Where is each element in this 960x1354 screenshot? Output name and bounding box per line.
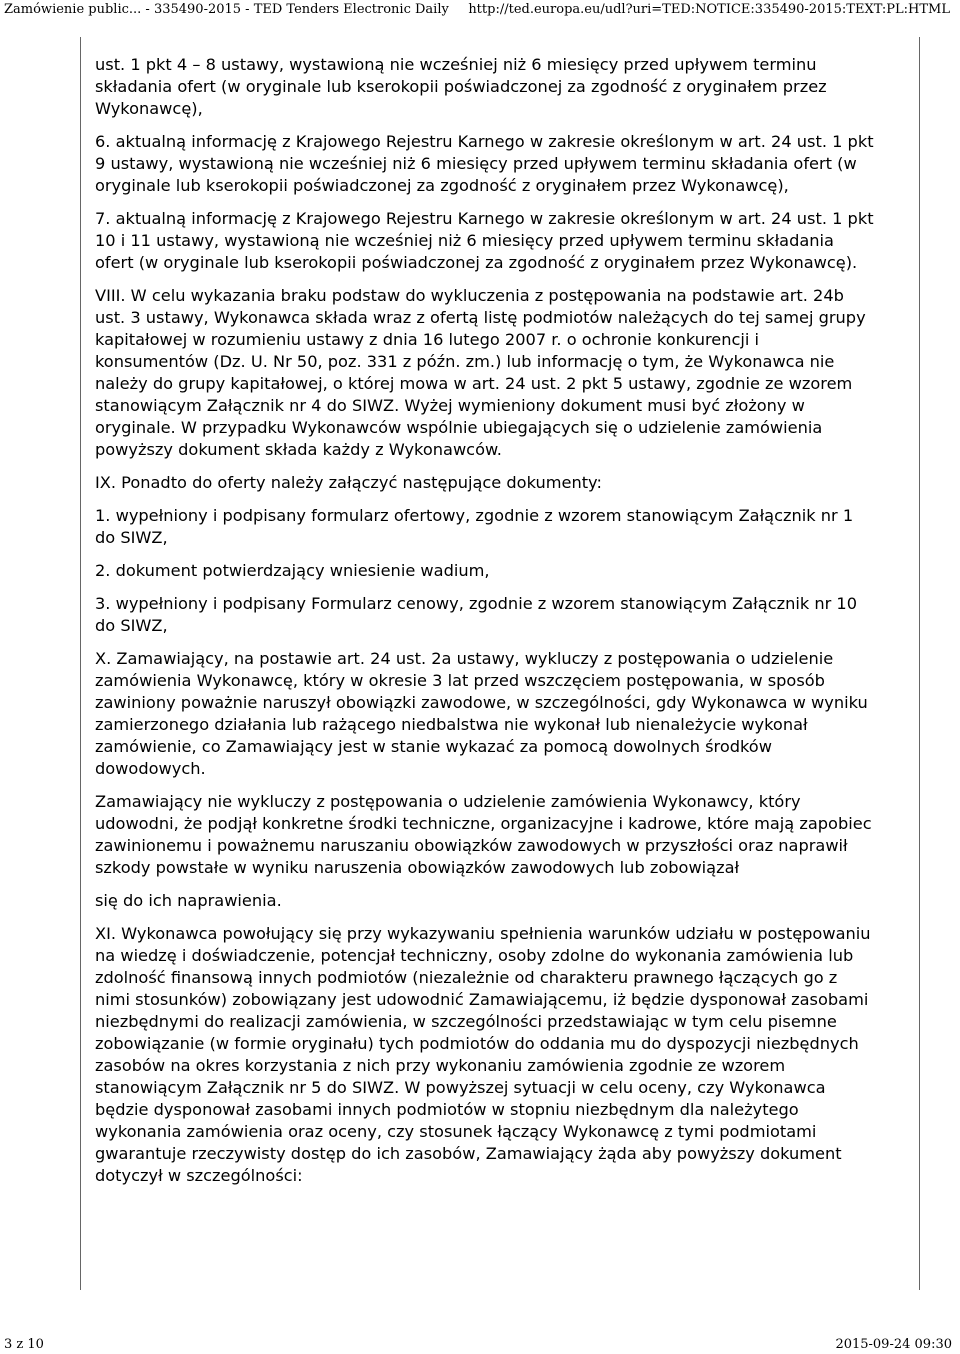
print-footer xyxy=(0,1336,960,1354)
paragraph: 7. aktualną informację z Krajowego Rejestru Karnego w zakresie określonym w art. 24 ust. 1 pkt 10 i 11 ustawy, wystawioną nie wcześniej niż 6 miesięcy przed upływem terminu składania ofert (w oryginale lub kserokopii poświadczonej za zgodność z oryginałem przez Wykonawcę). xyxy=(95,209,874,272)
print-header xyxy=(0,0,960,20)
page-title: Zamówienie public... - 335490-2015 - TED Tenders Electronic Daily xyxy=(4,2,449,17)
paragraph: Zamawiający nie wykluczy z postępowania o udzielenie zamówienia Wykonawcy, który udowodni, że podjął konkretne środki techniczne, organizacyjne i kadrowe, które mają zapobiec zawinionemu i poważnemu naruszaniu obowiązków zawodowych w przyszłości oraz naprawił szkody powstałe w wyniku naruszenia obowiązków zawodowych lub zobowiązał xyxy=(95,792,872,877)
paragraph: 2. dokument potwierdzający wniesienie wadium, xyxy=(95,561,490,580)
page-number: 3 z 10 xyxy=(4,1337,44,1352)
paragraph: IX. Ponadto do oferty należy załączyć następujące dokumenty: xyxy=(95,473,602,492)
paragraph: 1. wypełniony i podpisany formularz ofertowy, zgodnie z wzorem stanowiącym Załącznik nr 1 do SIWZ, xyxy=(95,506,854,547)
page-url: http://ted.europa.eu/udl?uri=TED:NOTICE:335490-2015:TEXT:PL:HTML xyxy=(468,2,950,17)
paragraph: XI. Wykonawca powołujący się przy wykazywaniu spełnienia warunków udziału w postępowaniu na wiedzę i doświadczenie, potencjał techniczny, osoby zdolne do wykonania zamówienia lub zdolność finansową innych podmiotów (niezależnie od charakteru prawnego łączących go z nimi stosunków) zobowiązany jest udowodnić Zamawiającemu, iż będzie dysponował zasobami niezbędnymi do realizacji zamówienia, w szczególności przedstawiając w tym celu pisemne zobowiązanie (w formie oryginału) tych podmiotów do oddania mu do dyspozycji niezbędnych zasobów na okres korzystania z nich przy wykonaniu zamówienia zgodnie ze wzorem stanowiącym Załącznik nr 5 do SIWZ. W powyższej sytuacji w celu oceny, czy Wykonawca będzie dysponował zasobami innych podmiotów w stopniu niezbędnym dla należytego wykonania zamówienia oraz oceny, czy stosunek łączący Wykonawcę z tymi podmiotami gwarantuje rzeczywisty dostęp do ich zasobów, Zamawiający żąda aby powyższy dokument dotyczył w szczególności: xyxy=(95,924,871,1185)
paragraph: się do ich naprawienia. xyxy=(95,891,282,910)
paragraph: 3. wypełniony i podpisany Formularz cenowy, zgodnie z wzorem stanowiącym Załącznik nr 10 do SIWZ, xyxy=(95,594,858,635)
paragraph: 6. aktualną informację z Krajowego Rejestru Karnego w zakresie określonym w art. 24 ust. 1 pkt 9 ustawy, wystawioną nie wcześniej niż 6 miesięcy przed upływem terminu składania ofert (w oryginale lub kserokopii poświadczonej za zgodność z oryginałem przez Wykonawcę), xyxy=(95,132,874,195)
paragraph: ust. 1 pkt 4 – 8 ustawy, wystawioną nie wcześniej niż 6 miesięcy przed upływem terminu składania ofert (w oryginale lub kserokopii poświadczonej za zgodność z oryginałem przez Wykonawcę), xyxy=(95,55,827,118)
print-datetime: 2015-09-24 09:30 xyxy=(835,1337,952,1352)
document-body xyxy=(95,54,875,1198)
paragraph: VIII. W celu wykazania braku podstaw do wykluczenia z postępowania na podstawie art. 24b ust. 3 ustawy, Wykonawca składa wraz z ofertą listę podmiotów należących do tej samej grupy kapitałowej w rozumieniu ustawy z dnia 16 lutego 2007 r. o ochronie konkurencji i konsumentów (Dz. U. Nr 50, poz. 331 z późn. zm.) lub informację o tym, że Wykonawca nie należy do grupy kapitałowej, o której mowa w art. 24 ust. 2 pkt 5 ustawy, zgodnie ze wzorem stanowiącym Załącznik nr 4 do SIWZ. Wyżej wymieniony dokument musi być złożony w oryginale. W przypadku Wykonawców wspólnie ubiegających się o udzielenie zamówienia powyższy dokument składa każdy z Wykonawców. xyxy=(95,286,866,459)
paragraph: X. Zamawiający, na postawie art. 24 ust. 2a ustawy, wykluczy z postępowania o udzielenie zamówienia Wykonawcę, który w okresie 3 lat przed wszczęciem postępowania, w sposób zawiniony poważnie naruszył obowiązki zawodowe, w szczególności, gdy Wykonawca w wyniku zamierzonego działania lub rażącego niedbalstwa nie wykonał lub nienależycie wykonał zamówienie, co Zamawiający jest w stanie wykazać za pomocą dowolnych środków dowodowych. xyxy=(95,649,868,778)
